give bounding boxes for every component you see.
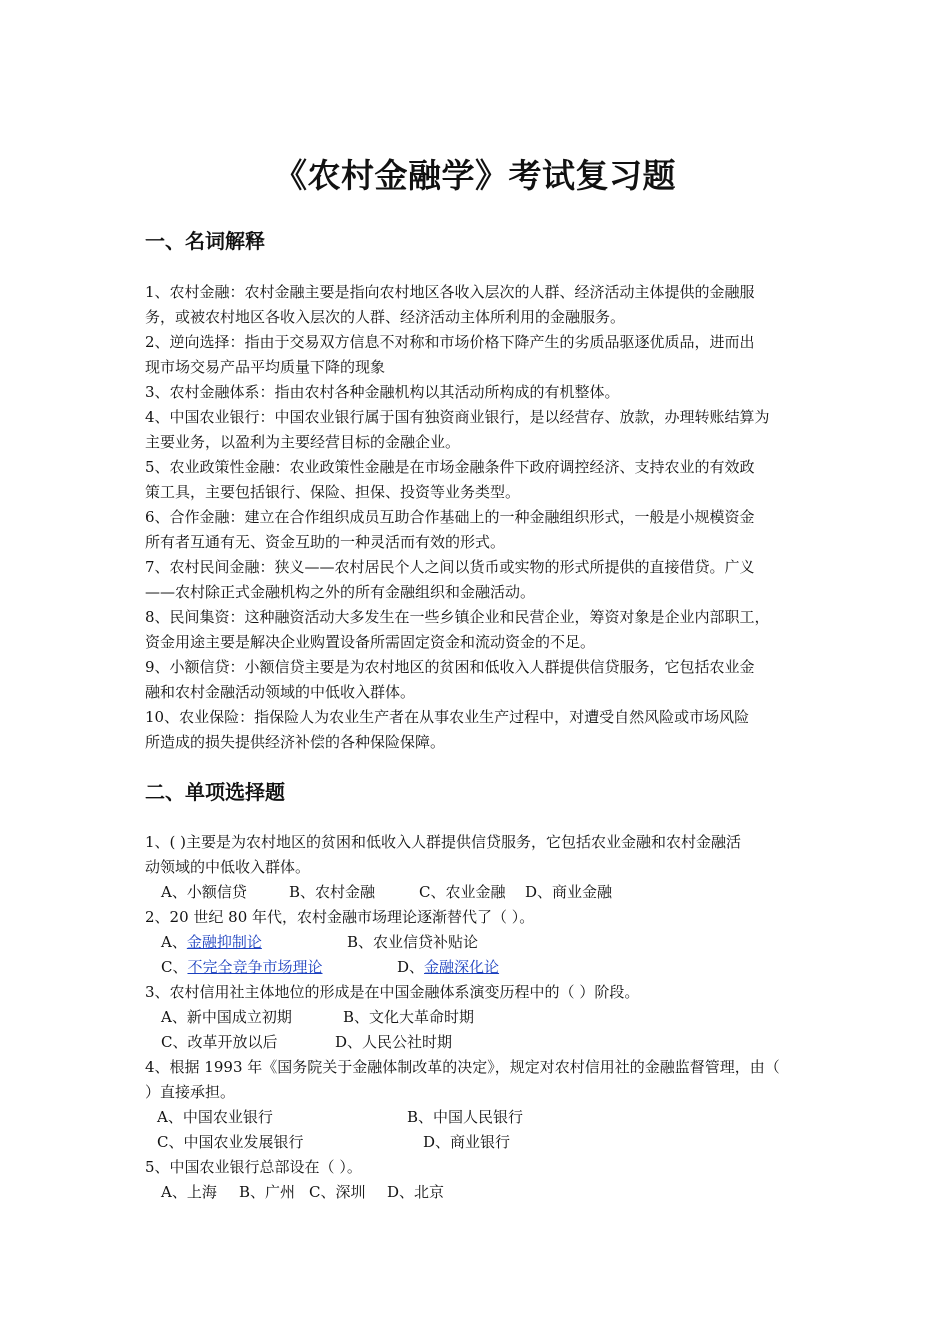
- section-heading-multiple-choice: 二、单项选择题: [145, 780, 285, 804]
- question-2-option-b: B、农业信贷补贴论: [347, 933, 479, 951]
- question-1-option-d: D、商业金融: [525, 883, 613, 901]
- definition-item-1-line-1: 1、农村金融：农村金融主要是指向农村地区各收入层次的人群、经济活动主体提供的金融服: [145, 283, 755, 301]
- question-3-option-a: A、新中国成立初期: [161, 1008, 292, 1026]
- question-4-option-b: B、中国人民银行: [407, 1108, 524, 1126]
- question-2-option-d-prefix: D、: [397, 958, 425, 976]
- question-2-options-row-1: [145, 930, 821, 955]
- question-4-line-2: ）直接承担。: [145, 1083, 236, 1101]
- definition-item-7-line-1: 7、农村民间金融：狭义——农村居民个人之间以货币或实物的形式所提供的直接借贷。广义: [145, 558, 755, 576]
- question-5-options: [145, 1180, 821, 1205]
- question-4-options-row-2: [145, 1130, 821, 1155]
- definition-item-6-line-1: 6、合作金融：建立在合作组织成员互助合作基础上的一种金融组织形式，一般是小规模资金: [145, 508, 755, 526]
- question-5-line-1: 5、中国农业银行总部设在（ ）。: [145, 1158, 362, 1176]
- questions-list: [145, 830, 821, 1205]
- question-2-option-a-link[interactable]: 金融抑制论: [186, 933, 262, 951]
- question-5-option-b: B、广州: [239, 1183, 296, 1201]
- question-1-option-a: A、小额信贷: [161, 883, 247, 901]
- question-3-options-row-2: [145, 1030, 821, 1055]
- document-title: 《农村金融学》考试复习题: [274, 156, 676, 195]
- definition-item-2-line-1: 2、逆向选择：指由于交易双方信息不对称和市场价格下降产生的劣质品驱逐优质品，进而出: [145, 333, 755, 351]
- question-1-line-2: 动领域的中低收入群体。: [145, 858, 311, 876]
- definition-item-10-line-2: 所造成的损失提供经济补偿的各种保险保障。: [145, 733, 446, 751]
- question-5-option-a: A、上海: [161, 1183, 217, 1201]
- definition-item-5-line-1: 5、农业政策性金融：农业政策性金融是在市场金融条件下政府调控经济、支持农业的有效政: [145, 458, 755, 476]
- definition-item-10-line-1: 10、农业保险：指保险人为农业生产者在从事农业生产过程中，对遭受自然风险或市场风险: [145, 708, 750, 726]
- definition-item-9-line-1: 9、小额信贷：小额信贷主要是为农村地区的贫困和低收入人群提供信贷服务，它包括农业金: [145, 658, 755, 676]
- definition-item-4-line-1: 4、中国农业银行：中国农业银行属于国有独资商业银行，是以经营存、放款，办理转账结算为: [145, 408, 770, 426]
- question-2-option-d: [397, 955, 499, 980]
- question-4-options-row-1: [145, 1105, 821, 1130]
- definitions-list: [145, 280, 821, 755]
- definition-item-4-line-2: 主要业务，以盈利为主要经营目标的金融企业。: [145, 433, 461, 451]
- question-3-line-1: 3、农村信用社主体地位的形成是在中国金融体系演变历程中的（ ）阶段。: [145, 983, 640, 1001]
- definition-item-5-line-2: 策工具，主要包括银行、保险、担保、投资等业务类型。: [145, 483, 521, 501]
- definition-item-2-line-2: 现市场交易产品平均质量下降的现象: [145, 358, 386, 376]
- question-2-option-a-prefix: A、: [161, 933, 187, 951]
- question-1-option-c: C、农业金融: [419, 883, 506, 901]
- definition-item-1-line-2: 务，或被农村地区各收入层次的人群、经济活动主体所利用的金融服务。: [145, 308, 626, 326]
- question-2-option-c-prefix: C、: [161, 958, 188, 976]
- question-2-option-c: [161, 955, 397, 980]
- definition-item-8-line-1: 8、民间集资：这种融资活动大多发生在一些乡镇企业和民营企业，筹资对象是企业内部职工，: [145, 608, 770, 626]
- question-2-line-1: 2、20 世纪 80 年代，农村金融市场理论逐渐替代了（ ）。: [145, 908, 535, 926]
- question-3-option-c: C、改革开放以后: [161, 1033, 278, 1051]
- question-3-options-row-1: [145, 1005, 821, 1030]
- question-5-option-c: C、深圳: [309, 1183, 366, 1201]
- definition-item-8-line-2: 资金用途主要是解决企业购置设备所需固定资金和流动资金的不足。: [145, 633, 596, 651]
- question-2-option-c-link[interactable]: 不完全竞争市场理论: [187, 958, 323, 976]
- question-2-option-a: [161, 930, 347, 955]
- question-5-option-d: D、北京: [387, 1183, 445, 1201]
- question-1-line-1: 1、( )主要是为农村地区的贫困和低收入人群提供信贷服务，它包括农业金融和农村金融活: [145, 833, 742, 851]
- question-4-line-1: 4、根据 1993 年《国务院关于金融体制改革的决定》，规定对农村信用社的金融监督管理，由（: [145, 1058, 780, 1076]
- definition-item-3-line-1: 3、农村金融体系：指由农村各种金融机构以其活动所构成的有机整体。: [145, 383, 620, 401]
- question-4-option-a: A、中国农业银行: [157, 1108, 273, 1126]
- question-3-option-d: D、人民公社时期: [335, 1033, 453, 1051]
- definition-item-9-line-2: 融和农村金融活动领域的中低收入群体。: [145, 683, 416, 701]
- question-2-option-d-link[interactable]: 金融深化论: [424, 958, 500, 976]
- question-2-options-row-2: [145, 955, 821, 980]
- question-1-option-b: B、农村金融: [289, 883, 376, 901]
- section-heading-definitions: 一、名词解释: [145, 229, 265, 253]
- definition-item-6-line-2: 所有者互通有无、资金互助的一种灵活而有效的形式。: [145, 533, 506, 551]
- question-3-option-b: B、文化大革命时期: [343, 1008, 475, 1026]
- question-4-option-c: C、中国农业发展银行: [157, 1133, 304, 1151]
- definition-item-7-line-2: ——农村除正式金融机构之外的所有金融组织和金融活动。: [145, 583, 536, 601]
- question-1-options: [145, 880, 821, 905]
- question-4-option-d: D、商业银行: [423, 1133, 511, 1151]
